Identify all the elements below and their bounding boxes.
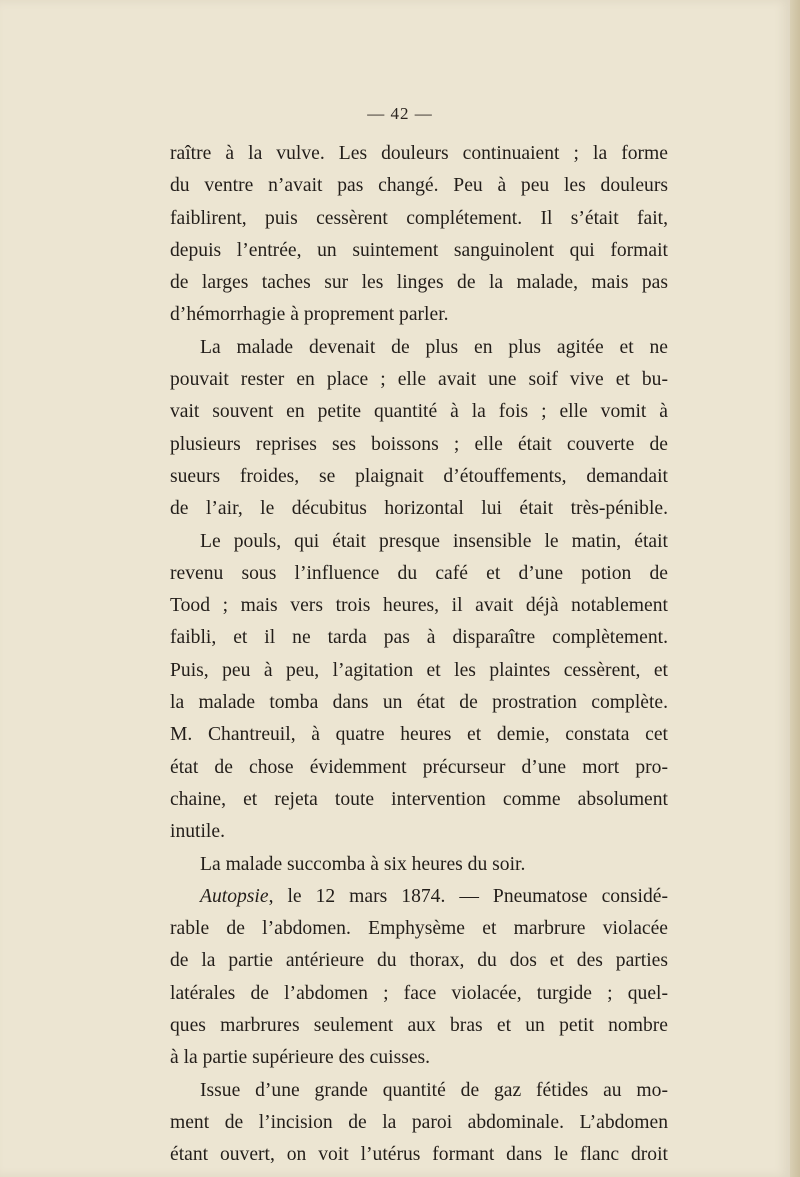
text-line: du ventre n’avait pas changé. Peu à peu les douleurs (170, 175, 668, 197)
text-line: étant ouvert, on voit l’utérus formant dans le flanc droit (170, 1144, 668, 1166)
body-text (170, 138, 668, 1172)
text-line (170, 881, 668, 913)
text-line: Tood ; mais vers trois heures, il avait déjà notablement (170, 595, 668, 617)
paragraph (170, 332, 668, 526)
text-line: pouvait rester en place ; elle avait une soif vive et bu- (170, 369, 668, 391)
page-edge (790, 0, 800, 1177)
text-line: plusieurs reprises ses boissons ; elle était couverte de (170, 433, 668, 455)
text-line: Le pouls, qui était presque insensible le matin, était (200, 530, 668, 552)
paragraph (170, 849, 668, 881)
text-line: de l’air, le décubitus horizontal lui était très-pénible. (170, 498, 668, 520)
text-line: La malade succomba à six heures du soir. (200, 853, 526, 875)
text-line: raître à la vulve. Les douleurs continuaient ; la forme (170, 143, 668, 164)
text-line: Issue d’une grande quantité de gaz fétides au mo- (200, 1079, 668, 1101)
text-line: chaine, et rejeta toute intervention comme absolument (170, 788, 668, 810)
text-line: Puis, peu à peu, l’agitation et les plaintes cessèrent, et (170, 659, 668, 681)
text-line: ques marbrures seulement aux bras et un petit nombre (170, 1015, 668, 1037)
text-line: d’hémorrhagie à proprement parler. (170, 304, 449, 326)
text-line: état de chose évidemment précurseur d’une mort pro- (170, 756, 668, 778)
text-line: sueurs froides, se plaignait d’étouffements, demandait (170, 465, 668, 487)
text-line: faiblirent, puis cessèrent complétement. Il s’était fait, (170, 207, 668, 229)
text-line: de larges taches sur les linges de la malade, mais pas (170, 272, 668, 294)
text-line: rable de l’abdomen. Emphysème et marbrure violacée (170, 918, 668, 940)
page-number: — 42 — (367, 104, 433, 123)
paragraph (170, 526, 668, 849)
text-line: latérales de l’abdomen ; face violacée, turgide ; quel- (170, 982, 668, 1004)
text-line: depuis l’entrée, un suintement sanguinolent qui formait (170, 239, 668, 261)
text-line: vait souvent en petite quantité à la fois ; elle vomit à (170, 401, 668, 423)
text-line: revenu sous l’influence du café et d’une potion de (170, 562, 668, 584)
autopsie-heading: Autopsie (200, 885, 269, 907)
text-line: à la partie supérieure des cuisses. (170, 1047, 431, 1069)
text-line: la malade tomba dans un état de prostration complète. (170, 692, 668, 714)
text-line: faibli, et il ne tarda pas à disparaître complètement. (170, 627, 668, 649)
text-line: ment de l’incision de la paroi abdominale. L’abdomen (170, 1111, 668, 1133)
text-line-rest: , le 12 mars 1874. — Pneumatose considé- (268, 885, 668, 907)
text-line: inutile. (170, 821, 225, 843)
paragraph (170, 1075, 668, 1172)
text-line: M. Chantreuil, à quatre heures et demie, constata cet (170, 724, 668, 746)
text-line: La malade devenait de plus en plus agitée et ne (200, 336, 668, 358)
paragraph (170, 138, 668, 332)
paragraph (170, 881, 668, 1075)
text-line: de la partie antérieure du thorax, du dos et des parties (170, 950, 668, 972)
